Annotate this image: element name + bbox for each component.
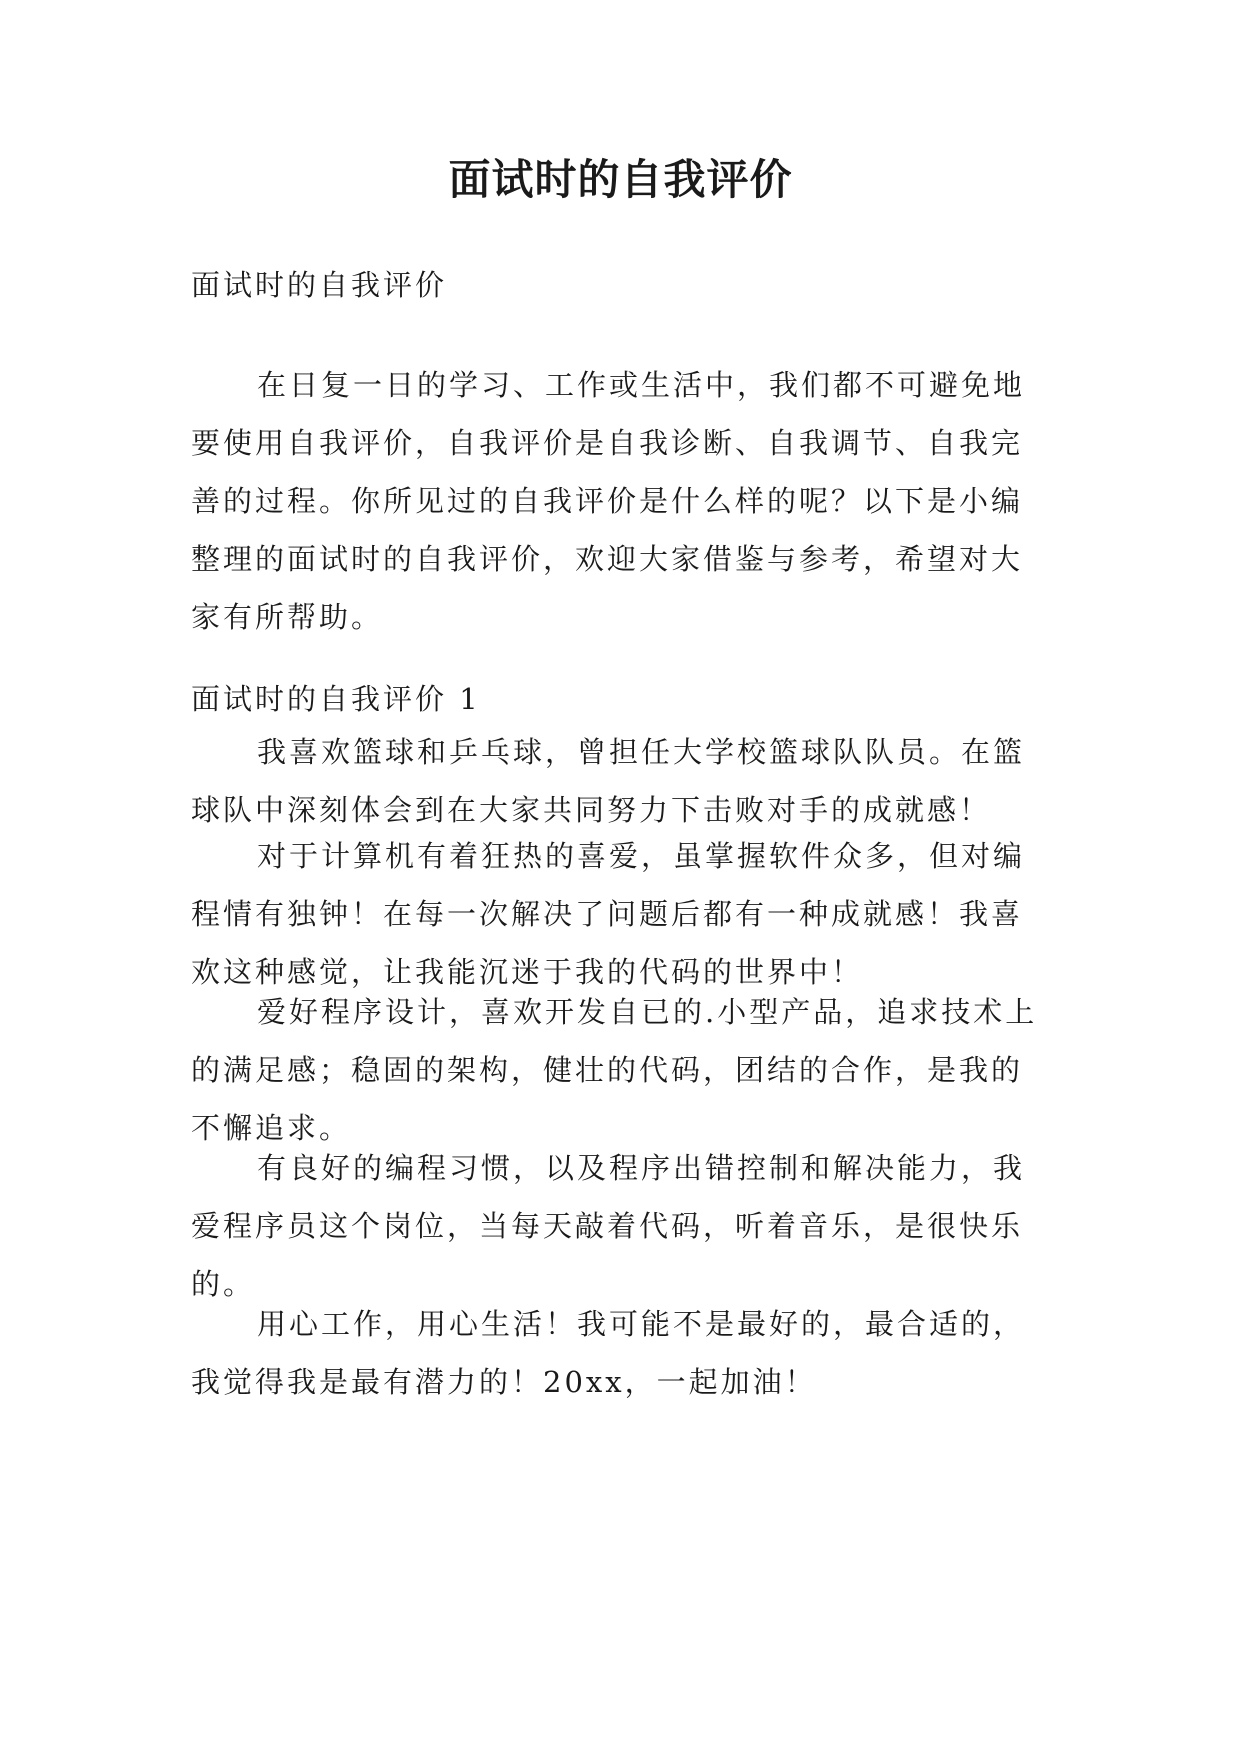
intro-paragraph: 在日复一日的学习、工作或生活中，我们都不可避免地要使用自我评价，自我评价是自我诊断、自我调节、自我完善的过程。你所见过的自我评价是什么样的呢？以下是小编整理的面试时的自我评价，欢迎大家借鉴与参考，希望对大家有所帮助。: [191, 368, 1026, 634]
body-paragraph: 爱好程序设计，喜欢开发自已的.小型产品，追求技术上的满足感；稳固的架构，健壮的代码，团结的合作，是我的不懈追求。: [191, 995, 1038, 1145]
body-paragraph: 我喜欢篮球和乒乓球，曾担任大学校篮球队队员。在篮球队中深刻体会到在大家共同努力下击败对手的成就感！: [191, 735, 1026, 827]
body-paragraph: 用心工作，用心生活！我可能不是最好的，最合适的，我觉得我是最有潜力的！20xx，一起加油！: [191, 1307, 1026, 1399]
body-paragraph: 对于计算机有着狂热的喜爱，虽掌握软件众多，但对编程情有独钟！在每一次解决了问题后都有一种成就感！我喜欢这种感觉，让我能沉迷于我的代码的世界中！: [191, 839, 1026, 989]
body-paragraph: 有良好的编程习惯，以及程序出错控制和解决能力，我爱程序员这个岗位，当每天敲着代码，听着音乐，是很快乐的。: [191, 1151, 1026, 1301]
document-title: 面试时的自我评价: [448, 155, 793, 204]
document-subtitle: 面试时的自我评价: [191, 268, 448, 302]
section-heading: 面试时的自我评价 1: [191, 682, 481, 716]
